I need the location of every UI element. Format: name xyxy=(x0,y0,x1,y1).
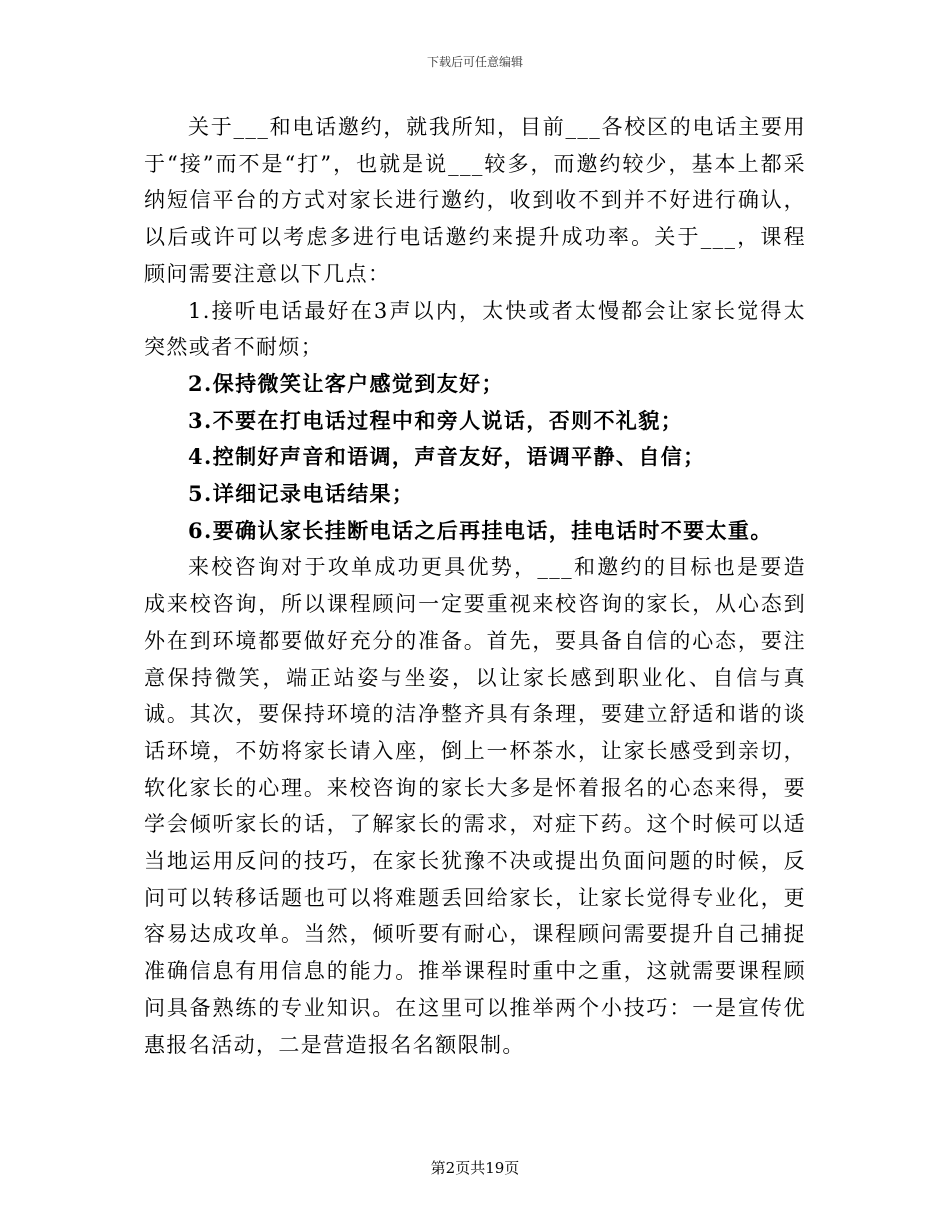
list-item-3: 3.不要在打电话过程中和旁人说话，否则不礼貌； xyxy=(188,407,684,433)
paragraph-intro: 关于___和电话邀约，就我所知，目前___各校区的电话主要用于“接”而不是“打”，也就是说___较多，而邀约较少，基本上都采纳短信平台的方式对家长进行邀约，收到收不到并不好进行确认，以后或许可以考虑多进行电话邀约来提升成功率。关于___，课程顾问需要注意以下几点： xyxy=(144,115,806,286)
list-item-1: 1.接听电话最好在3声以内，太快或者太慢都会让家长觉得太突然或者不耐烦； xyxy=(144,298,806,360)
list-item-5: 5.详细记录电话结果； xyxy=(188,481,415,507)
paragraph-consultation: 来校咨询对于攻单成功更具优势，___和邀约的目标也是要造成来校咨询，所以课程顾问一定要重视来校咨询的家长，从心态到外在到环境都要做好充分的准备。首先，要具备自信的心态，要注意保持微笑，端正站姿与坐姿，以让家长感到职业化、自信与真诚。其次，要保持环境的洁净整齐具有条理，要建立舒适和谐的谈话环境，不妨将家长请入座，倒上一杯茶水，让家长感受到亲切，软化家长的心理。来校咨询的家长大多是怀着报名的心态来得，要学会倾听家长的话，了解家长的需求，对症下药。这个时候可以适当地运用反问的技巧，在家长犹豫不决或提出负面问题的时候，反问可以转移话题也可以将难题丢回给家长，让家长觉得专业化，更容易达成攻单。当然，倾听要有耐心，课程顾问需要提升自己捕捉准确信息有用信息的能力。推举课程时重中之重，这就需要课程顾问具备熟练的专业知识。在这里可以推举两个小技巧：一是宣传优惠报名活动，二是营造报名名额限制。 xyxy=(144,555,806,1057)
list-item-4: 4.控制好声音和语调，声音友好，语调平静、自信； xyxy=(188,444,706,470)
page-header: 下载后可任意编辑 xyxy=(426,55,523,69)
list-item-6: 6.要确认家长挂断电话之后再挂电话，挂电话时不要太重。 xyxy=(188,517,773,543)
list-item-2: 2.保持微笑让客户感觉到友好； xyxy=(188,370,504,396)
page-number: 第2页共19页 xyxy=(430,1159,520,1177)
document-body xyxy=(144,109,806,1063)
